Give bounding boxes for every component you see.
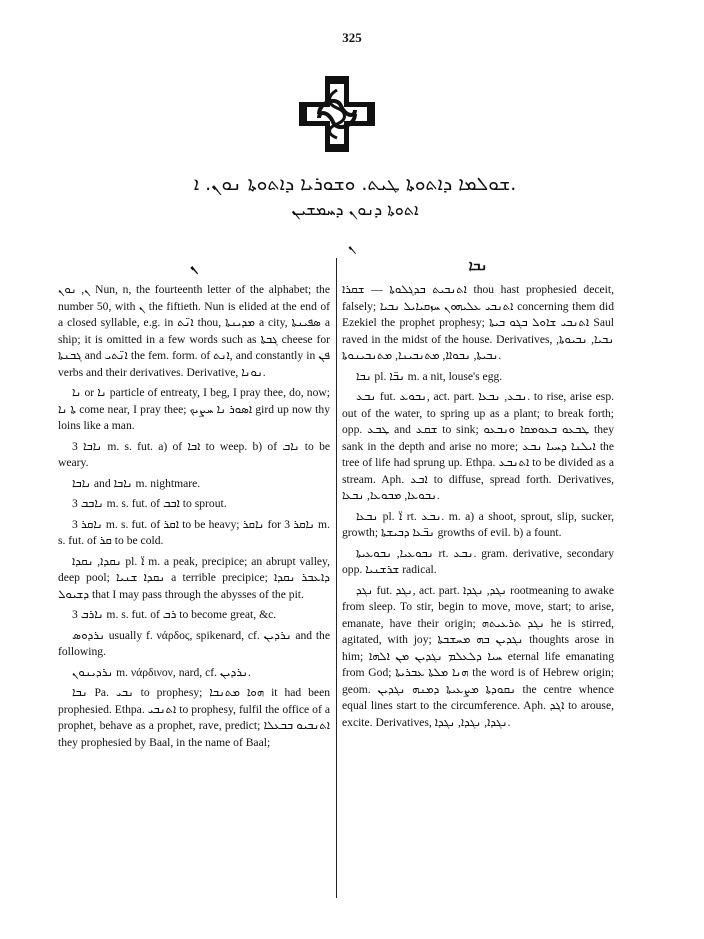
- dictionary-entry: ܢܩܕܐ, ܢܩܕܐ pl. ܐ̈ m. a peak, precipice; an abrupt valley, deep pool; ܢܩܕܐ ܫܢܝܐ a terrible precipice; ܕܐܥܒܪ ܢܩܕܐ ܕܫܝܘܠ that I may pass through the abysses of the pit.: [58, 554, 331, 601]
- dictionary-entry: ܢܪܕܘܣ usually f. νάρδος, spikenard, cf. ܢܪܕܝܢ and the following.: [58, 628, 330, 658]
- dictionary-entry: ܢܒܐ pl. ܢܒ̈ܐ m. a nit, louse's egg.: [356, 369, 503, 383]
- left-column: [58, 282, 330, 755]
- dictionary-entry: ܢܪܕܝܢܘܢ m. νάρδινον, nard, cf. ܢܪܕܝܢ.: [72, 665, 251, 679]
- dictionary-entry: ܢ, ܢܘܢ Nun, n, the fourteenth letter of the alphabet; the number 50, with ܢ the fiftieth. Nun is elided at the end of a closed syllable, e.g. in ܐܢ̈ܬ thou, ܡܕܝܢܬܐ a city, ܣܦܝܢܬܐ a ship; it is omitted in a few words such as ܓܒܬܐ cheese for ܓܒܢܬܐ and ܐܢ̈ܬܝ the fem. form. of ܐܢܬ, and constantly in ܦܢ verbs and their derivatives. Derivative, ܢܘܢܐ.: [58, 283, 331, 379]
- right-column-head: ܢܒܐ: [468, 258, 488, 274]
- dictionary-entry: ܢܓܕ fut. ܢܓܕ, act. part. ܢܓܕ, ܢܓܕܐ rootmeaning to awake from sleep. To stir, begin to move, move, start; to arise, emanate, have their origin; ܢܓܕ ܬܪܥܝܬܗ he is stirred, agitated, with joy; ܢܓܕܝܢ ܒܗ ܡܚܫܒܬܐ thoughts arose in him; ܚܝܐ ܕܠܥܠܡ ܢܓܕܝܢ ܡܢ ܐܠܗܐ eternal life emanating from God; ܗܢܐ ܡܠܬܐ ܥܒܪܝܬܐ the word is of Hebrew origin; geom. ܢܩܘܕܬܐ ܡܨܥܝܬܐ ܕܡܢܗ ܢܓܕܝܢ the centre whence equal lines start to the circumference. Aph. ܐܓܕ to arouse, excite. Derivatives, ܢܓܕܐ, ܢܓܕܐ, ܢܓܕܐ.: [342, 583, 614, 729]
- dictionary-entry: ܢܒܥ fut. ܢܒܘܥ, act. part. ܢܒܥ, ܢܒܥܐ. to rise, arise esp. out of the water, to spring up as a plant; to break forth; opp. ܛܒܥ and ܫܩܥ to sink; ܛܒܥܘ ܒܥܘܡܩܐ ܘܢܒܥܘ they sank in the depth and arise no more; ܐܝܠܢܐ ܕܚܝܐ ܢܒܥ the tree of life had sprung up. Ethpa. ܐܬܢܒܥ to be divided as a stream. Aph. ܐܒܥ to diffuse, spread forth. Derivatives, ܢܒܘܥܐ, ܡܒܘܥܐ, ܢܒܥܐ.: [342, 390, 615, 502]
- dictionary-entry: ܢܐܒܐ and ܢܐܒܐ m. nightmare.: [72, 476, 201, 490]
- right-column: [342, 282, 614, 735]
- dictionary-entry: ܢܐܪܒ 3 m. s. fut. of ܪܒ to become great, &c.: [72, 608, 277, 621]
- dictionary-entry: ܢܐܒܐ 3 m. s. fut. a) of ܐܒܐ to weep. b) of ܢܐܒ to be weary.: [58, 439, 331, 469]
- cross-knot-ornament-icon: [297, 74, 377, 154]
- dictionary-entry: ܢܐܩܪ 3 m. s. fut. of ܐܩܪ to be heavy; ܢܐܩܪ for ܢܐܩܪ 3 m. s. fut. of ܩܪ to be cold.: [58, 517, 330, 547]
- dictionary-entry: ܐܬܢܒܝܬ ܒܕܓܠܘܬܐ — ܫܩܪܐ thou hast prophesied deceit, falsely; ܐܬܢܒܝ ܥܠܝܗܘܢ ܚܙܩܝܐܝܠ ܢܒܝܐ concerning them did Ezekiel the prophet prophesy; ܐܬܢܒܝ ܫܐܘܠ ܒܓܘ ܒܝܬܐ Saul raved in the midst of the house. Derivatives, ܢܒܝܐ, ܢܒܝܘܬܐ, ܢܒܝܬܐ, ܢܒܘܐܐ, ܡܬܢܒܝܢܐ, ܡܬܢܒܝܢܘܬܐ.: [342, 283, 614, 362]
- column-divider: [336, 258, 337, 898]
- page-number: 325: [342, 30, 362, 45]
- dictionary-entry: ܢܐ or ܢܐ particle of entreaty, I beg, I pray thee, do, now; ܬܐ ܢܐ come near, I pray thee; ܐܣܘܪ ܢܐ ܚܨܝܟ gird up now thy loins like a man.: [58, 386, 330, 432]
- dictionary-entry: ܢܒܘܥܝܐ, ܢܒܘܥܝܬܐ rt. ܢܒܥ. gram. derivative, secondary opp. ܫܪܫܢܝܐ radical.: [342, 546, 614, 576]
- section-subtitle-syriac: ܐܬܘܬܐ ܕܢܘܢ ܕܚܡܫܝܢ: [291, 200, 419, 219]
- section-title-syriac: ܫܘܠܡܐ ܕܐܬܘܬܐ ܛܝܬ. ܘܫܘܪܝܐ ܕܐܬܘܬܐ ܢܘܢ. ܐ.: [193, 173, 517, 195]
- dictionary-entry: ܢܒܐ Pa. ܢܒܝ to prophesy; ܗܘܐ ܡܬܢܒܐ it had been prophesied. Ethpa. ܐܬܢܒܝ to prophesy, fulfil the office of a prophet, behave as a prophet, rave, predict; ܐܬܢܒܝܘ ܒܒܥܠܐ they prophesied by Baal, in the name of Baal;: [58, 686, 331, 749]
- dictionary-entry: ܢܒܥܐ pl. ܐ̈ rt. ܢܒܥ. m. a) a shoot, sprout, slip, sucker, growth; ܢܒ̈ܥܐ ܕܒܝܫܬܐ growths of evil. b) a fount.: [342, 509, 614, 539]
- letter-heading: ܢ: [347, 236, 357, 254]
- dictionary-entry: ܢܐܒܒ 3 m. s. fut. of ܐܒܒ to sprout.: [72, 497, 227, 510]
- left-column-head: ܢ: [190, 258, 198, 274]
